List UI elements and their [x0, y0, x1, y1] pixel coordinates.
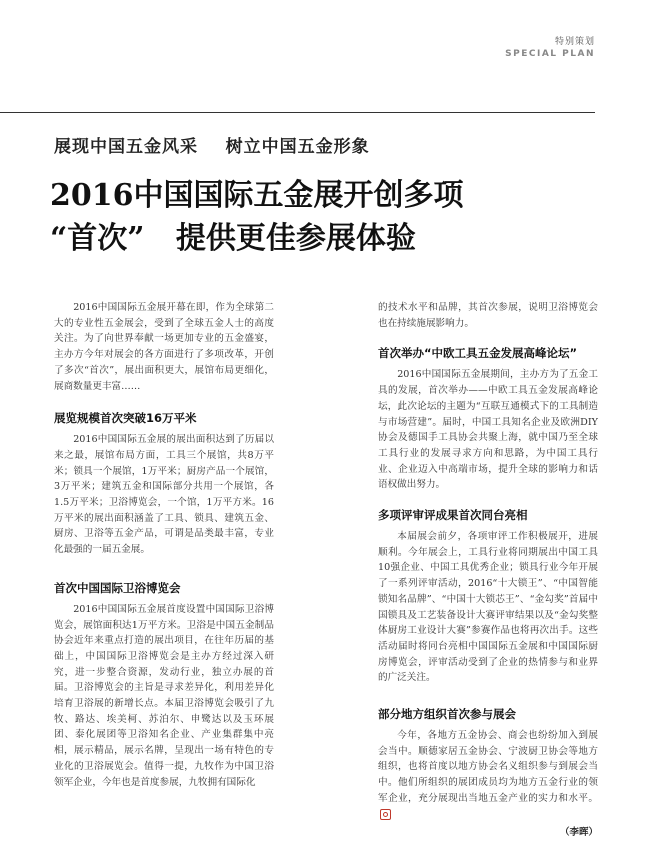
continued-paragraph: 的技术水平和品牌，其首次参展，说明卫浴博览会也在持续施展影响力。 [378, 302, 598, 329]
header-rule [0, 112, 595, 113]
section-paragraph-forum: 2016中国国际五金展期间，主办方为了五金工具的发展，首次举办——中欧工具五金发展高峰论坛，此次论坛的主题为“互联互通模式下的工具制造与市场营建”。届时，中国工具知名企业及欧洲DIY协会及德国手工具协会共聚上海，就中国乃至全球工具行业的发展寻求方向和思路，为中国工具行业、企业迈入中高端市场，提升全球的影响力和话语权做出努力。 [378, 369, 598, 491]
article-title-line-2: “首次” 提供更佳参展体验 [50, 221, 416, 256]
section-tag-cn: 特别策划 [554, 37, 595, 47]
section-tag-en: SPECIAL PLAN [505, 49, 595, 59]
article-title-line-1: 2016中国国际五金展开创多项 [50, 178, 464, 213]
section-heading-awards: 多项评审评成果首次同台亮相 [378, 508, 528, 523]
local-orgs-text: 今年，各地方五金协会、商会也纷纷加入到展会当中。顺德家居五金协会、宁波厨卫协会等地方组织，也将首度以地方协会名义组织参与到展会当中。他们所组织的展团成员均为地方五金行业的领军企业，充分展现出当地五金产业的实力和水平。 [378, 730, 598, 804]
article-kicker: 展现中国五金风采 树立中国五金形象 [54, 137, 370, 157]
section-heading-forum: 首次举办“中欧工具五金发展高峰论坛” [378, 346, 578, 361]
left-column [54, 300, 274, 790]
end-mark-icon [380, 809, 391, 820]
author-credit: （李晖） [559, 827, 598, 839]
section-paragraph-local-orgs [378, 728, 598, 822]
section-heading-bathroom: 首次中国国际卫浴博览会 [54, 580, 181, 595]
section-paragraph-bathroom: 2016中国国际五金展首度设置中国国际卫浴博览会，展馆面积达1万平方米。卫浴是中国五金制品协会近年来重点打造的展出项目，在往年历届的基础上，中国国际卫浴博览会是主办方经过深入研究，进一步整合资源，发动行业，独立办展的首届。卫浴博览会的主旨是寻求差异化，利用差异化培育卫浴展的新增长点。本届卫浴博览会吸引了九牧、路达、埃美柯、苏泊尔、申鹭达以及玉环展团、泰化展团等卫浴知名企业、产业集群集中亮相，展示精品，展示名牌，呈现出一场有特色的专业化的卫浴展览会。值得一提，九牧作为中国卫浴领军企业，今年也是首度参展，九牧拥有国际化 [54, 603, 274, 788]
section-paragraph-scale: 2016中国国际五金展的展出面积达到了历届以来之最，展馆布局方面，工具三个展馆，共8万平米；锁具一个展馆，1万平米；厨房产品一个展馆，3万平米；建筑五金和国际部分共用一个展馆，各1.5万平米；卫浴博览会，一个馆，1万平方米。16万平米的展出面积涵盖了工具、锁具、建筑五金、厨房、卫浴等五金产品，可谓是品类最丰富，专业化最强的一届五金展。 [54, 434, 274, 556]
section-paragraph-awards: 本届展会前夕，各项审评工作积极展开，进展顺利。今年展会上，工具行业将同期展出中国工具10强企业、中国工具优秀企业；锁具行业今年开展了一系列评审活动，2016“十大锁王”、“中国智能锁知名品牌”、“中国十大锁芯王”、“金勾奖”首届中国锁具及工艺装备设计大赛评审结果以及“金勾奖整体厨房工业设计大赛”参赛作品也将再次出手。这些活动届时将同台亮相中国国际五金展和中国国际厨房博览会，评审活动受到了企业的热情参与和业界的广泛关注。 [378, 531, 598, 684]
section-heading-scale: 展览规模首次突破16万平米 [54, 411, 197, 426]
intro-paragraph: 2016中国国际五金展开幕在即，作为全球第二大的专业性五金展会，受到了全球五金人士的高度关注。为了向世界奉献一场更加专业的五金盛宴，主办方今年对展会的各方面进行了多项改革，开创了多次“首次”，展出面积更大，展馆布局更细化，展商数量更丰富…… [54, 302, 274, 392]
right-column [378, 300, 598, 838]
section-heading-local-orgs: 部分地方组织首次参与展会 [378, 707, 516, 722]
section-tag [505, 34, 595, 59]
